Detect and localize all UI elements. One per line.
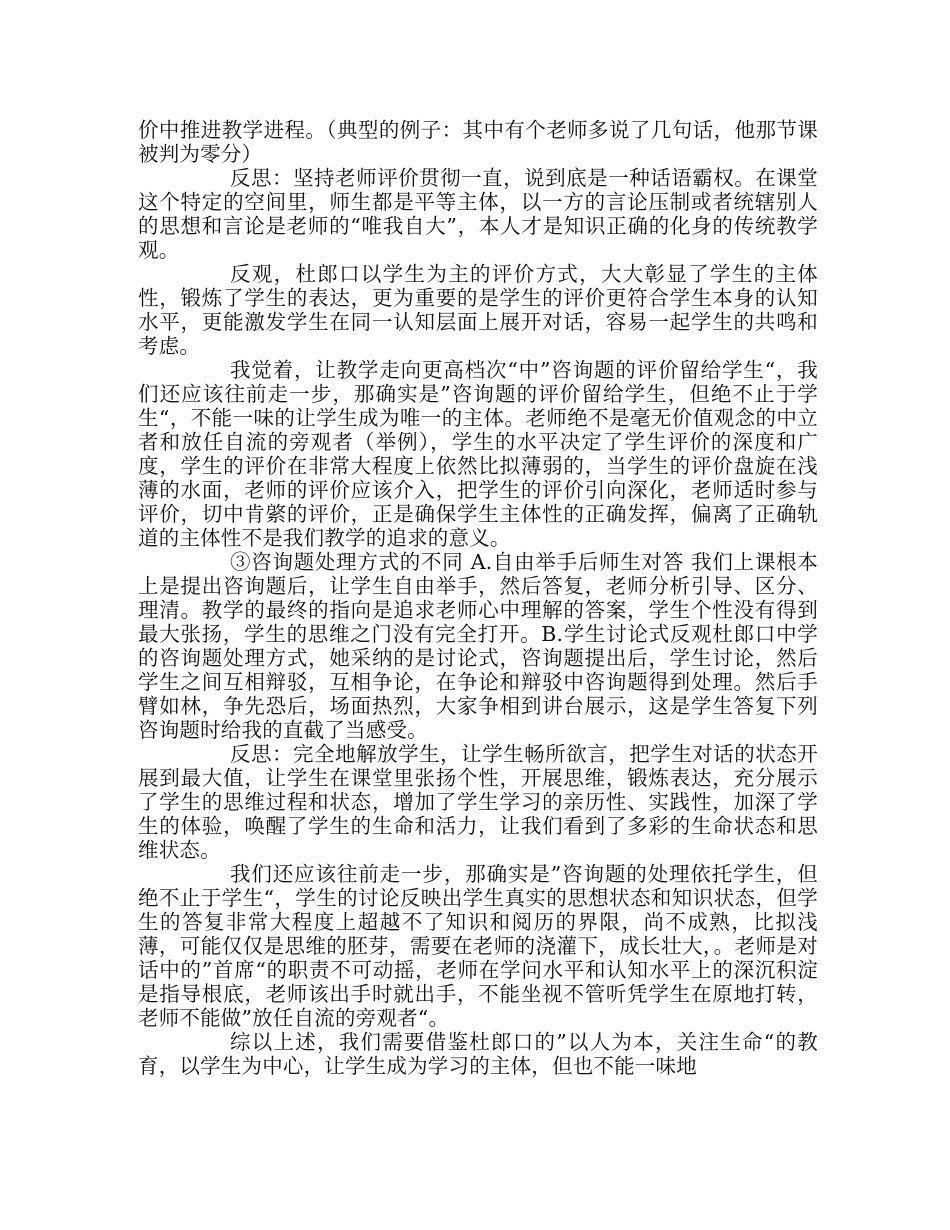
paragraph-2: 反思：坚持老师评价贯彻一直，说到底是一种话语霸权。在课堂这个特定的空间里，师生都是平等主体，以一方的言论压制或者统辖别人的思想和言论是老师的“唯我自大”，本人才是知识正确的化身的传统教学观。	[138, 166, 818, 262]
paragraph-6: 反思：完全地解放学生，让学生畅所欲言，把学生对话的状态开展到最大值，让学生在课堂里张扬个性，开展思维，锻炼表达，充分展示了学生的思维过程和状态，增加了学生学习的亲历性、实践性，加深了学生的体验，唤醒了学生的生命和活力，让我们看到了多彩的生命状态和思维状态。	[138, 742, 818, 862]
document-body	[138, 118, 818, 1078]
paragraph-7: 我们还应该往前走一步，那确实是”咨询题的处理依托学生，但绝不止于学生“，学生的讨论反映出学生真实的思想状态和知识状态，但学生的答复非常大程度上超越不了知识和阅历的界限，尚不成熟，比拟浅薄，可能仅仅是思维的胚芽，需要在老师的浇灌下，成长壮大，。老师是对话中的”首席“的职责不可动摇，老师在学问水平和认知水平上的深沉积淀是指导根底，老师该出手时就出手，不能坐视不管听凭学生在原地打转，老师不能做”放任自流的旁观者“。	[138, 862, 818, 1030]
paragraph-1: 价中推进教学进程。（典型的例子：其中有个老师多说了几句话，他那节课被判为零分）	[138, 118, 818, 166]
paragraph-3: 反观，杜郎口以学生为主的评价方式，大大彰显了学生的主体性，锻炼了学生的表达，更为重要的是学生的评价更符合学生本身的认知水平，更能激发学生在同一认知层面上展开对话，容易一起学生的共鸣和考虑。	[138, 262, 818, 358]
paragraph-4: 我觉着，让教学走向更高档次“中”咨询题的评价留给学生“，我们还应该往前走一步，那确实是”咨询题的评价留给学生，但绝不止于学生“，不能一味的让学生成为唯一的主体。老师绝不是毫无价值观念的中立者和放任自流的旁观者（举例），学生的水平决定了学生评价的深度和广度，学生的评价在非常大程度上依然比拟薄弱的，当学生的评价盘旋在浅薄的水面，老师的评价应该介入，把学生的评价引向深化，老师适时参与评价，切中肯綮的评价，正是确保学生主体性的正确发挥，偏离了正确轨道的主体性不是我们教学的追求的意义。	[138, 358, 818, 550]
paragraph-5: ③咨询题处理方式的不同 A.自由举手后师生对答 我们上课根本上是提出咨询题后，让学生自由举手，然后答复，老师分析引导、区分、理清。教学的最终的指向是追求老师心中理解的答案，学生个性没有得到最大张扬，学生的思维之门没有完全打开。B.学生讨论式反观杜郎口中学的咨询题处理方式，她采纳的是讨论式，咨询题提出后，学生讨论，然后学生之间互相辩驳，互相争论，在争论和辩驳中咨询题得到处理。然后手臂如林，争先恐后，场面热烈，大家争相到讲台展示，这是学生答复下列咨询题时给我的直截了当感受。	[138, 550, 818, 742]
paragraph-8: 综以上述，我们需要借鉴杜郎口的”以人为本，关注生命“的教育，以学生为中心，让学生成为学习的主体，但也不能一味地	[138, 1030, 818, 1078]
